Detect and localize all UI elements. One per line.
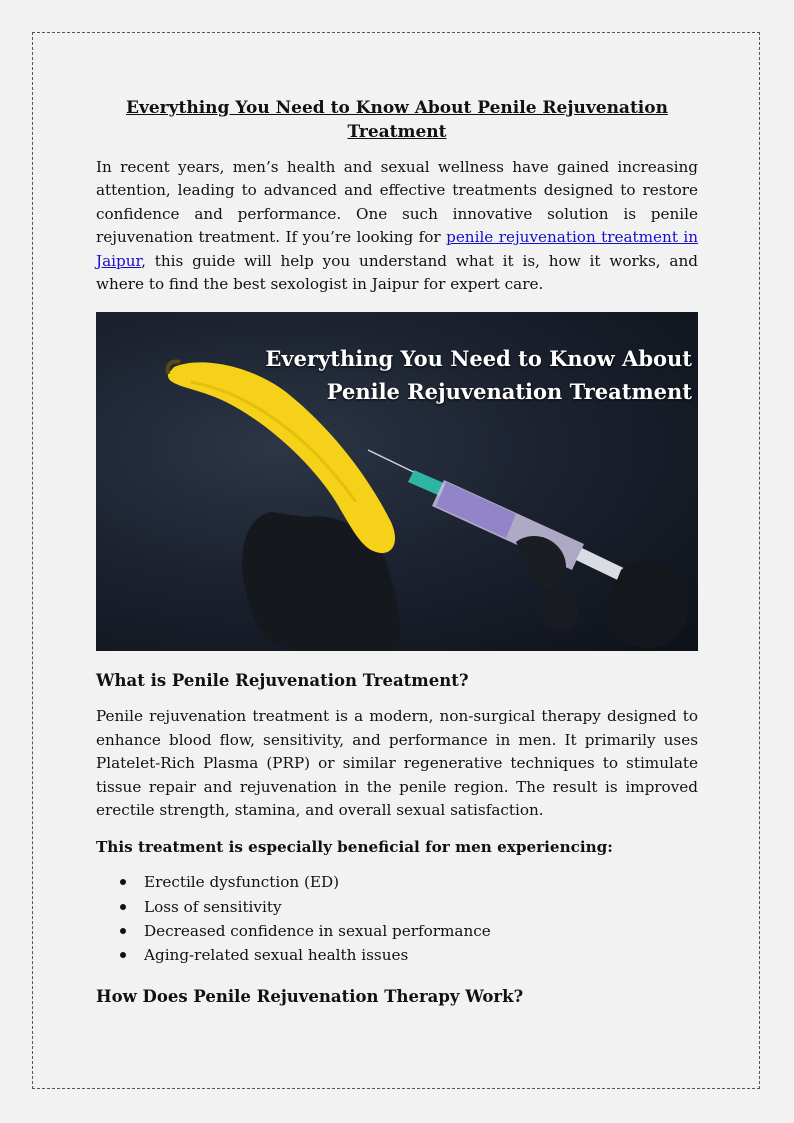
- hero-image: [96, 312, 698, 651]
- bullet-icon: [120, 904, 126, 910]
- list-item: [144, 943, 698, 967]
- hero-title-line1: Everything You Need to Know About: [265, 346, 692, 372]
- document-title: Everything You Need to Know About Penile Rejuvenation Treatment: [126, 98, 668, 142]
- intro-text-start: In recent years, men’s health and sexual wellness have gained increasing attention, leading to advanced and effective treatments designed to restore confidence and performance. One such innovative solution is penile rejuvenation treatment. If you’re looking for: [96, 158, 698, 247]
- bullet-icon: [120, 952, 126, 958]
- list-item: [144, 895, 698, 919]
- list-item-text: Loss of sensitivity: [144, 897, 282, 916]
- document-body: [96, 96, 698, 1009]
- list-item: [144, 870, 698, 894]
- glove-knuckle: [541, 590, 579, 631]
- hero-title: [265, 342, 692, 408]
- intro-text-end: , this guide will help you understand what it is, how it works, and where to find the best sexologist in Jaipur for expert care.: [96, 251, 698, 294]
- intro-paragraph: [96, 156, 698, 296]
- section-heading-how-works: How Does Penile Rejuvenation Therapy Work?: [96, 987, 524, 1007]
- hero-title-line2: Penile Rejuvenation Treatment: [326, 379, 692, 405]
- syringe-fluid: [436, 482, 516, 538]
- benefit-lead: This treatment is especially beneficial for men experiencing:: [96, 838, 613, 857]
- bullet-icon: [120, 928, 126, 934]
- list-item: [144, 919, 698, 943]
- benefit-list: [96, 870, 698, 967]
- jaipur-treatment-link[interactable]: penile rejuvenation treatment in Jaipur: [96, 228, 698, 270]
- list-item-text: Decreased confidence in sexual performance: [144, 921, 491, 940]
- list-item-text: Erectile dysfunction (ED): [144, 873, 340, 892]
- section-what-is-body: Penile rejuvenation treatment is a modern, non-surgical therapy designed to enhance blood flow, sensitivity, and performance in men. It primarily uses Platelet-Rich Plasma (PRP) or similar regenerative techniques to stimulate tissue repair and rejuvenation in the penile region. The result is improved erectile strength, stamina, and overall sexual satisfaction.: [96, 707, 698, 820]
- bullet-icon: [120, 879, 126, 885]
- section-heading-what-is: What is Penile Rejuvenation Treatment?: [96, 671, 469, 691]
- list-item-text: Aging-related sexual health issues: [144, 946, 409, 965]
